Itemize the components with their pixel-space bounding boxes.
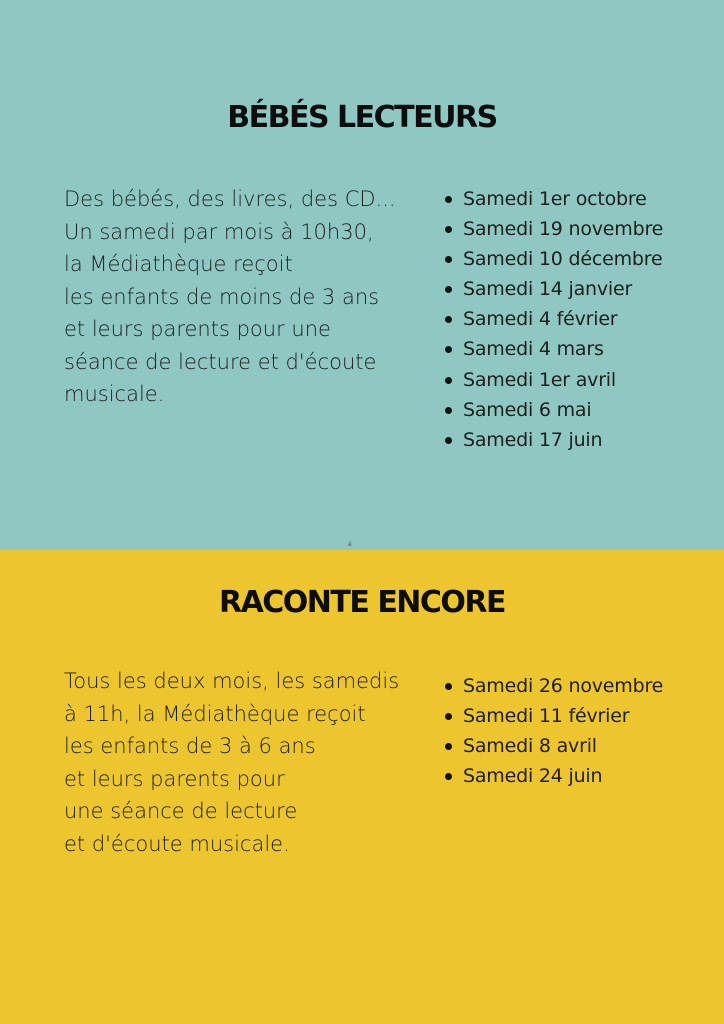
date-item — [442, 395, 663, 425]
description-line: Tous les deux mois, les samedis — [64, 669, 400, 693]
date-label: Samedi 8 avril — [463, 735, 597, 758]
date-item — [442, 425, 663, 455]
bullet-icon — [445, 316, 452, 323]
description-line: à 11h, la Médiathèque reçoit — [64, 701, 366, 726]
date-label: Samedi 17 juin — [463, 428, 603, 451]
date-label: Samedi 1er octobre — [463, 188, 647, 210]
bullet-icon — [445, 286, 452, 293]
bullet-icon — [445, 226, 452, 233]
date-item — [442, 274, 663, 304]
bullet-icon — [445, 437, 452, 444]
section-description — [64, 665, 424, 860]
date-item — [442, 701, 663, 731]
date-item — [442, 731, 663, 761]
description-line: les enfants de moins de 3 ans — [64, 284, 380, 309]
section-description — [64, 183, 424, 411]
section-title: BÉBÉS LECTEURS — [227, 100, 497, 135]
bullet-icon — [445, 683, 452, 690]
description-line: Des bébés, des livres, des CD... — [64, 187, 396, 211]
bullet-icon — [445, 256, 452, 263]
date-label: Samedi 26 novembre — [463, 675, 664, 697]
date-item — [442, 304, 663, 334]
bullet-icon — [445, 377, 452, 384]
date-label: Samedi 10 décembre — [463, 248, 663, 271]
description-line: et d'écoute musicale. — [64, 831, 290, 856]
bullet-icon — [445, 196, 452, 203]
date-label: Samedi 24 juin — [463, 765, 603, 788]
date-label: Samedi 11 février — [463, 705, 630, 728]
description-line: musicale. — [64, 382, 165, 406]
bullet-icon — [445, 407, 452, 414]
description-line: séance de lecture et d'écoute — [64, 349, 377, 374]
description-line: Un samedi par mois à 10h30, — [64, 219, 374, 244]
date-item — [442, 365, 663, 395]
date-item — [442, 214, 663, 244]
description-line: une séance de lecture — [64, 799, 298, 823]
date-item — [442, 244, 663, 274]
bullet-icon — [445, 773, 452, 780]
dates-list — [442, 184, 663, 455]
raconte-encore-section — [0, 550, 724, 1024]
date-item — [442, 184, 663, 214]
section-title: RACONTE ENCORE — [218, 585, 506, 620]
date-label: Samedi 19 novembre — [463, 218, 664, 241]
date-label: Samedi 1er avril — [463, 368, 616, 391]
bullet-icon — [445, 743, 452, 750]
stray-character: é — [348, 541, 352, 548]
date-label: Samedi 4 mars — [463, 338, 604, 361]
dates-list — [442, 671, 663, 791]
bullet-icon — [445, 713, 452, 720]
date-item — [442, 761, 663, 791]
description-line: la Médiathèque reçoit — [64, 252, 293, 276]
date-label: Samedi 14 janvier — [463, 278, 633, 301]
description-line: et leurs parents pour une — [64, 317, 331, 341]
date-item — [442, 671, 663, 701]
date-item — [442, 334, 663, 364]
date-label: Samedi 4 février — [463, 308, 618, 331]
description-line: les enfants de 3 à 6 ans — [64, 734, 316, 758]
bullet-icon — [445, 346, 452, 353]
description-line: et leurs parents pour — [64, 766, 285, 791]
date-label: Samedi 6 mai — [463, 398, 592, 421]
